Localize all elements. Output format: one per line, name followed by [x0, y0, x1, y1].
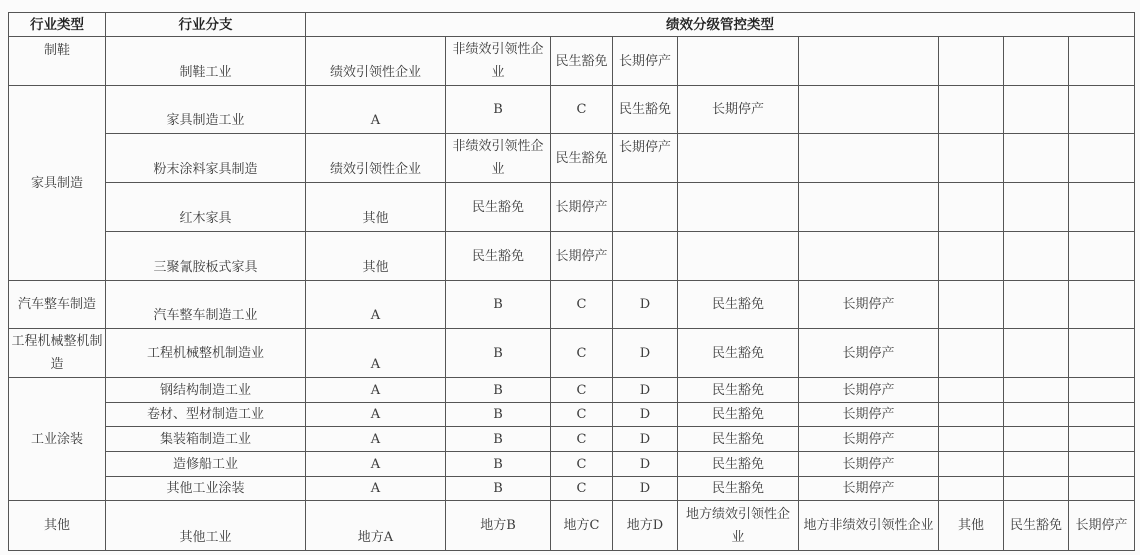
grade-cell [613, 183, 678, 232]
grade-cell: A [306, 86, 446, 134]
grade-cell [678, 134, 799, 183]
grade-cell: B [446, 281, 551, 329]
grade-cell: A [306, 452, 446, 477]
grade-cell [799, 134, 939, 183]
grade-cell: B [446, 86, 551, 134]
branch-cell: 卷材、型材制造工业 [106, 403, 306, 427]
grade-cell [939, 86, 1004, 134]
grade-cell [1004, 134, 1069, 183]
grade-cell: 绩效引领性企业 [306, 134, 446, 183]
grade-cell: 长期停产 [799, 378, 939, 403]
grade-cell: C [551, 86, 613, 134]
grade-cell [939, 329, 1004, 378]
branch-cell: 钢结构制造工业 [106, 378, 306, 403]
branch-cell: 其他工业涂装 [106, 477, 306, 501]
branch-cell: 工程机械整机制造业 [106, 329, 306, 378]
grade-cell: 长期停产 [613, 134, 678, 183]
grade-cell [799, 183, 939, 232]
grade-cell: C [551, 281, 613, 329]
grade-cell [799, 37, 939, 86]
grade-cell: D [613, 427, 678, 452]
grade-cell: 非绩效引领性企业 [446, 37, 551, 86]
grade-cell [1069, 281, 1135, 329]
grade-cell: 民生豁免 [551, 37, 613, 86]
table-row [9, 427, 1135, 452]
grade-cell [1004, 232, 1069, 281]
grade-cell: 民生豁免 [551, 134, 613, 183]
grade-cell [1069, 37, 1135, 86]
grade-cell: 其他 [306, 183, 446, 232]
table-row [9, 232, 1135, 281]
grade-cell [1069, 427, 1135, 452]
table-row [9, 134, 1135, 183]
grade-cell: C [551, 427, 613, 452]
grade-cell [613, 232, 678, 281]
grade-cell [939, 427, 1004, 452]
grade-cell: 民生豁免 [1004, 501, 1069, 551]
branch-cell: 造修船工业 [106, 452, 306, 477]
table-row [9, 378, 1135, 403]
table-row [9, 86, 1135, 134]
grade-cell [939, 183, 1004, 232]
grade-cell: 长期停产 [799, 452, 939, 477]
grade-cell: 地方D [613, 501, 678, 551]
table-row [9, 501, 1135, 551]
industry-type-cell: 家具制造 [9, 86, 106, 281]
grade-cell [939, 281, 1004, 329]
grade-cell: 长期停产 [1069, 501, 1135, 551]
grade-cell [1004, 37, 1069, 86]
grade-cell: 非绩效引领性企业 [446, 134, 551, 183]
grade-cell [1004, 477, 1069, 501]
grade-cell: B [446, 427, 551, 452]
grade-cell [1004, 86, 1069, 134]
industry-type-cell: 工程机械整机制造 [9, 329, 106, 378]
grade-cell [939, 134, 1004, 183]
grade-cell: D [613, 403, 678, 427]
grade-cell: 长期停产 [799, 403, 939, 427]
branch-cell: 三聚氰胺板式家具 [106, 232, 306, 281]
grade-cell: 其他 [939, 501, 1004, 551]
performance-control-table [8, 12, 1135, 551]
grade-cell [1069, 329, 1135, 378]
grade-cell [1069, 134, 1135, 183]
grade-cell: C [551, 477, 613, 501]
grade-cell [1004, 183, 1069, 232]
grade-cell: 地方B [446, 501, 551, 551]
grade-cell: 民生豁免 [678, 378, 799, 403]
grade-cell: 民生豁免 [678, 403, 799, 427]
grade-cell: 地方C [551, 501, 613, 551]
grade-cell: D [613, 477, 678, 501]
grade-cell [939, 403, 1004, 427]
table-row [9, 37, 1135, 86]
grade-cell [939, 37, 1004, 86]
grade-cell [1004, 378, 1069, 403]
grade-cell: C [551, 378, 613, 403]
grade-cell: D [613, 329, 678, 378]
table-row [9, 403, 1135, 427]
grade-cell [1004, 427, 1069, 452]
grade-cell [939, 452, 1004, 477]
industry-type-cell: 制鞋 [9, 37, 106, 86]
grade-cell: C [551, 329, 613, 378]
grade-cell: 民生豁免 [446, 183, 551, 232]
grade-cell: A [306, 281, 446, 329]
grade-cell: B [446, 329, 551, 378]
grade-cell: 地方A [306, 501, 446, 551]
grade-cell: A [306, 378, 446, 403]
grade-cell: B [446, 477, 551, 501]
grade-cell: 长期停产 [799, 427, 939, 452]
grade-cell: 民生豁免 [446, 232, 551, 281]
branch-cell: 制鞋工业 [106, 37, 306, 86]
grade-cell [799, 86, 939, 134]
grade-cell: 长期停产 [678, 86, 799, 134]
grade-cell: 长期停产 [551, 232, 613, 281]
grade-cell: 其他 [306, 232, 446, 281]
grade-cell: C [551, 452, 613, 477]
grade-cell: D [613, 281, 678, 329]
branch-cell: 其他工业 [106, 501, 306, 551]
branch-cell: 粉末涂料家具制造 [106, 134, 306, 183]
grade-cell: 长期停产 [551, 183, 613, 232]
branch-cell: 汽车整车制造工业 [106, 281, 306, 329]
grade-cell [799, 232, 939, 281]
branch-cell: 红木家具 [106, 183, 306, 232]
grade-cell: 民生豁免 [678, 281, 799, 329]
grade-cell: 地方绩效引领性企业 [678, 501, 799, 551]
industry-type-cell: 其他 [9, 501, 106, 551]
grade-cell: 民生豁免 [678, 329, 799, 378]
grade-cell [678, 37, 799, 86]
grade-cell: 绩效引领性企业 [306, 37, 446, 86]
grade-cell: 民生豁免 [678, 427, 799, 452]
grade-cell [678, 232, 799, 281]
grade-cell: 长期停产 [799, 281, 939, 329]
grade-cell [1004, 452, 1069, 477]
grade-cell: 地方非绩效引领性企业 [799, 501, 939, 551]
grade-cell: D [613, 378, 678, 403]
grade-cell [939, 378, 1004, 403]
grade-cell [939, 232, 1004, 281]
grade-cell: 民生豁免 [613, 86, 678, 134]
grade-cell: B [446, 452, 551, 477]
grade-cell: B [446, 378, 551, 403]
grade-cell [1004, 281, 1069, 329]
header-control-type: 绩效分级管控类型 [306, 13, 1135, 37]
grade-cell [1069, 452, 1135, 477]
grade-cell [678, 183, 799, 232]
table-row [9, 477, 1135, 501]
table-row [9, 183, 1135, 232]
grade-cell: A [306, 403, 446, 427]
grade-cell [1069, 403, 1135, 427]
industry-type-cell: 汽车整车制造 [9, 281, 106, 329]
grade-cell: 长期停产 [613, 37, 678, 86]
grade-cell: A [306, 477, 446, 501]
grade-cell: 民生豁免 [678, 452, 799, 477]
grade-cell [1069, 86, 1135, 134]
branch-cell: 家具制造工业 [106, 86, 306, 134]
grade-cell: A [306, 427, 446, 452]
table-row [9, 281, 1135, 329]
grade-cell: A [306, 329, 446, 378]
grade-cell: 民生豁免 [678, 477, 799, 501]
grade-cell [1004, 403, 1069, 427]
grade-cell: D [613, 452, 678, 477]
grade-cell [1069, 232, 1135, 281]
header-row [9, 13, 1135, 37]
table-row [9, 452, 1135, 477]
grade-cell [1069, 477, 1135, 501]
industry-type-cell: 工业涂装 [9, 378, 106, 501]
grade-cell [1069, 183, 1135, 232]
header-industry-branch: 行业分支 [106, 13, 306, 37]
grade-cell [1069, 378, 1135, 403]
table-row [9, 329, 1135, 378]
grade-cell: 长期停产 [799, 477, 939, 501]
grade-cell [939, 477, 1004, 501]
grade-cell [1004, 329, 1069, 378]
header-industry-type: 行业类型 [9, 13, 106, 37]
grade-cell: B [446, 403, 551, 427]
grade-cell: 长期停产 [799, 329, 939, 378]
grade-cell: C [551, 403, 613, 427]
branch-cell: 集装箱制造工业 [106, 427, 306, 452]
